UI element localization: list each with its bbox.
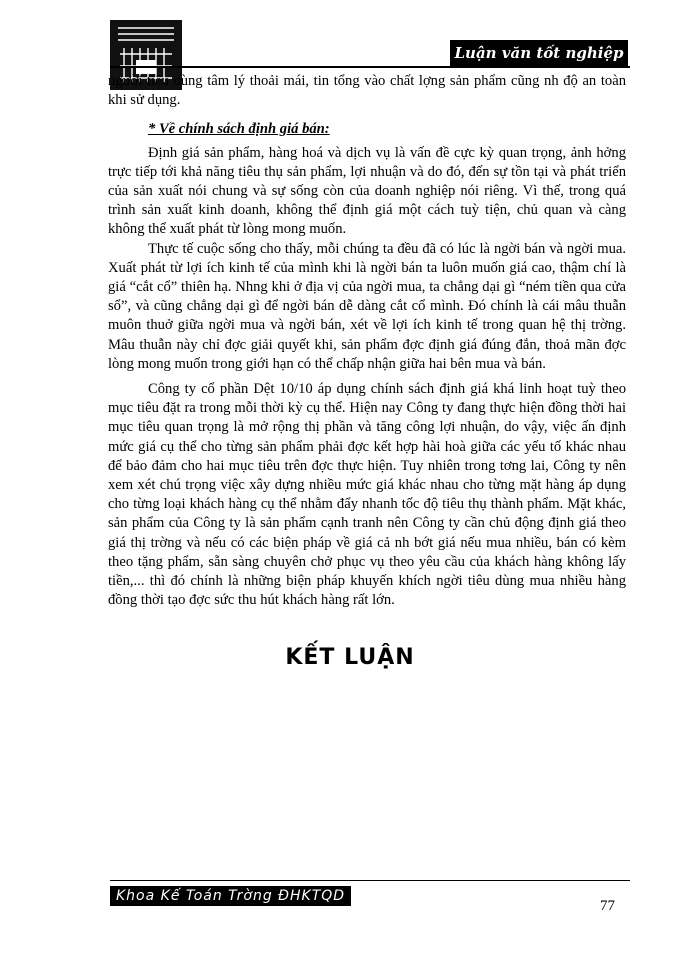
paragraph-pricing-importance: Định giá sản phẩm, hàng hoá và dịch vụ là vấn đề cực kỳ quan trọng, ảnh hởng trực tiếp tới khả năng tiêu thụ sản phẩm, lợi nhuận và do đó, đến sự tồn tại và phát triển của sản xuất nói chung và sự sống còn của doanh nghiệp nói riêng. Vì thế, trong quá trình sản xuất kinh doanh, không thể định giá một cách tuỳ tiện, chủ quan và càng không thể xuất phát từ lòng mong muốn.	[108, 144, 626, 238]
page-number: 77	[600, 898, 615, 914]
header-title: Luận văn tốt nghiệp	[450, 40, 628, 66]
conclusion-heading: KẾT LUẬN	[285, 645, 415, 670]
section-heading: * Về chính sách định giá bán:	[148, 121, 330, 138]
footer-label: Khoa Kế Toán Trờng ĐHKTQD	[110, 886, 351, 906]
paragraph-continuation: người tiêu dùng tâm lý thoải mái, tin tổng vào chất lợng sản phẩm cũng nh độ an toàn khi sử dụng.	[108, 73, 626, 109]
header-divider	[110, 66, 630, 68]
paragraph-buyer-seller: Thực tế cuộc sống cho thấy, mỗi chúng ta đều đã có lúc là ngời bán và ngời mua. Xuất phát từ lợi ích kinh tế của mình khi là ngời bán ta luôn muốn giá cao, thậm chí là giá “cắt cổ” thiên hạ. Nhng khi ở địa vị của ngời mua, ta chẳng dại gì “ném tiền qua cửa sổ”, và cũng chẳng dại gì để ngời bán dễ dàng cắt cổ mình. Đó chính là cái mâu thuẫn muôn thuở giữa ngời mua và ngời bán, xét về lợi ích kinh tế trong quan hệ thị trờng. Mâu thuẫn này chỉ đợc giải quyết khi, sản phẩm đợc định giá đúng đắn, thoả mãn đợc lòng mong muốn trong giới hạn có thể chấp nhận giữa hai bên mua và bán.	[108, 240, 626, 372]
paragraph-company-policy: Công ty cổ phần Dệt 10/10 áp dụng chính sách định giá khá linh hoạt tuỳ theo mục tiêu đặt ra trong mỗi thời kỳ cụ thể. Hiện nay Công ty đang thực hiện đồng thời hai mục tiêu quan trọng là mở rộng thị phần và tăng công lợi nhuận, do vậy, việc ấn định mức giá cụ thể cho từng sản phẩm phải đợc kết hợp hài hoà giữa các yếu tố khác nhau để bảo đảm cho hai mục tiêu trên đợc thực hiện. Tuy nhiên trong tơng lai, Công ty nên xem xét chú trọng việc xây dựng nhiều mức giá khác nhau cho từng mặt hàng áp dụng cho từng loại khách hàng cụ thể nhằm đẩy nhanh tốc độ tiêu thụ thành phẩm. Mặt khác, sản phẩm của Công ty là sản phẩm cạnh tranh nên Công ty cần chủ động định giá theo giá thị trờng và nếu có các biện pháp về giá cả nh bớt giá nếu mua nhiều, bán có kèm theo tặng phẩm, sẵn sàng chuyên chở phục vụ theo yêu cầu của khách hàng không lấy tiền,... thì đó chính là những biện pháp khuyến khích ngời tiêu dùng mua nhiều hàng đồng thời tạo đợc sức thu hút khách hàng rất lớn.	[108, 381, 626, 609]
footer-divider	[110, 880, 630, 881]
document-body	[108, 72, 626, 610]
